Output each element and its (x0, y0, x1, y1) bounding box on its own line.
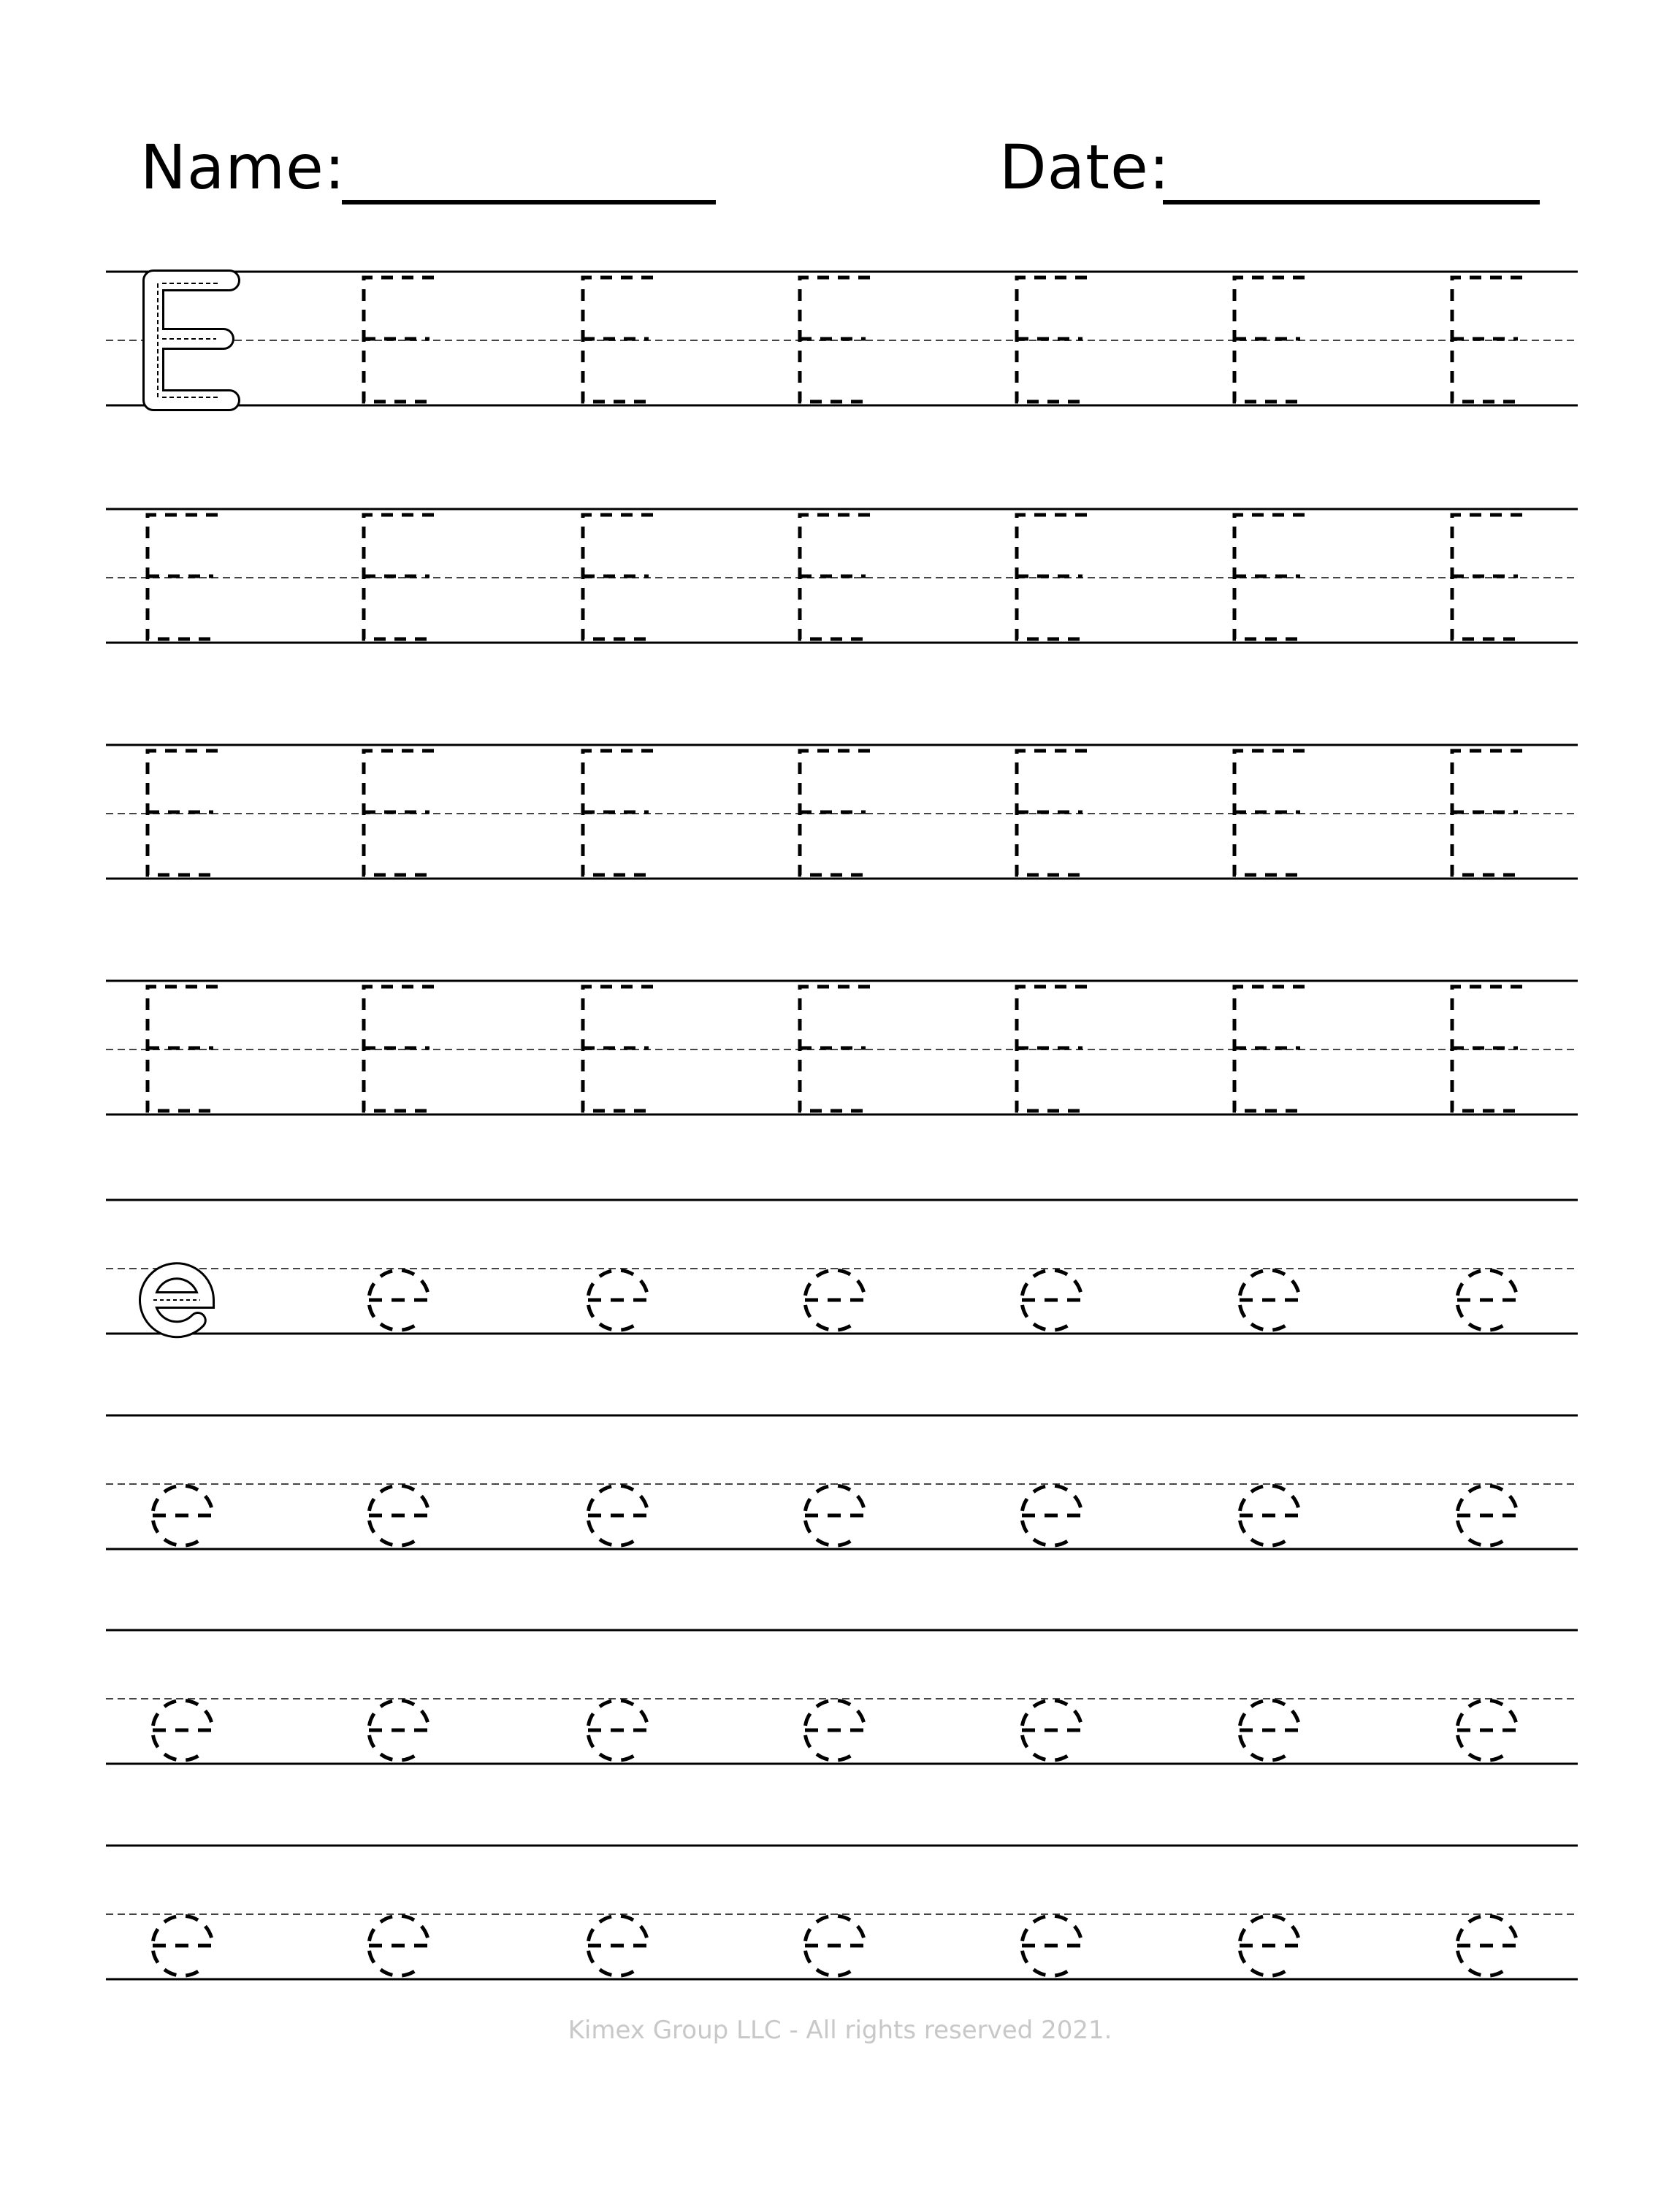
uppercase-e-fill (153, 280, 229, 400)
lowercase-e-stroke (1457, 1485, 1517, 1545)
lowercase-row-guides (106, 1846, 1578, 1979)
dashed-lowercase-e (588, 1270, 648, 1330)
copyright-footer: Kimex Group LLC - All rights reserved 2021. (568, 2016, 1112, 2045)
dashed-lowercase-e (153, 1700, 213, 1760)
uppercase-e-stroke (583, 278, 653, 402)
dashed-uppercase-e (583, 751, 653, 875)
dashed-lowercase-e (1457, 1485, 1517, 1545)
lowercase-e-stroke (153, 1700, 213, 1760)
lowercase-e-stroke (153, 1916, 213, 1976)
lowercase-e-stroke (153, 1485, 213, 1545)
lowercase-e-stroke (369, 1916, 429, 1976)
dashed-lowercase-e (805, 1485, 865, 1545)
uppercase-e-stroke (583, 751, 653, 875)
date-label: Date: (999, 131, 1171, 203)
lowercase-e-stroke (805, 1700, 865, 1760)
dashed-lowercase-e (1240, 1916, 1299, 1976)
dashed-lowercase-e (1240, 1700, 1299, 1760)
dashed-lowercase-e (1022, 1700, 1082, 1760)
lowercase-e-stroke (805, 1485, 865, 1545)
dashed-lowercase-e (369, 1700, 429, 1760)
lowercase-e-stroke (1022, 1700, 1082, 1760)
uppercase-e-stroke (583, 515, 653, 639)
lowercase-row-guides (106, 1415, 1578, 1549)
model-lowercase-e (148, 1271, 206, 1329)
dashed-lowercase-e (153, 1916, 213, 1976)
dashed-lowercase-e (1240, 1270, 1299, 1330)
dashed-lowercase-e (153, 1485, 213, 1545)
dashed-lowercase-e (588, 1485, 648, 1545)
lowercase-e-stroke (1457, 1700, 1517, 1760)
dashed-uppercase-e (583, 278, 653, 402)
lowercase-e-stroke (1240, 1700, 1299, 1760)
dashed-lowercase-e (805, 1270, 865, 1330)
lowercase-e-stroke (369, 1270, 429, 1330)
lowercase-e-stroke (588, 1485, 648, 1545)
lowercase-e-stroke (1240, 1485, 1299, 1545)
dashed-lowercase-e (805, 1700, 865, 1760)
lowercase-e-stroke (1240, 1916, 1299, 1976)
lowercase-e-stroke (1022, 1270, 1082, 1330)
lowercase-e-stroke (588, 1700, 648, 1760)
lowercase-e-stroke (588, 1916, 648, 1976)
lowercase-e-stroke (1457, 1270, 1517, 1330)
lowercase-e-stroke (805, 1916, 865, 1976)
dashed-lowercase-e (805, 1916, 865, 1976)
dashed-lowercase-e (369, 1270, 429, 1330)
lowercase-e-stroke (1022, 1916, 1082, 1976)
dashed-lowercase-e (1457, 1270, 1517, 1330)
lowercase-row-guides (106, 1630, 1578, 1764)
dashed-lowercase-e (588, 1916, 648, 1976)
lowercase-e-stroke (369, 1485, 429, 1545)
dashed-lowercase-e (1457, 1700, 1517, 1760)
dashed-lowercase-e (1457, 1916, 1517, 1976)
dashed-lowercase-e (369, 1485, 429, 1545)
lowercase-e-stroke (588, 1270, 648, 1330)
lowercase-row-guides (106, 1200, 1578, 1334)
dashed-uppercase-e (583, 515, 653, 639)
model-uppercase-e (153, 280, 229, 400)
dashed-lowercase-e (1022, 1916, 1082, 1976)
lowercase-e-stroke (805, 1270, 865, 1330)
dashed-lowercase-e (1022, 1270, 1082, 1330)
dashed-lowercase-e (588, 1700, 648, 1760)
dashed-lowercase-e (1240, 1485, 1299, 1545)
lowercase-e-stroke (1022, 1485, 1082, 1545)
uppercase-e-stroke (583, 987, 653, 1111)
dashed-uppercase-e (583, 987, 653, 1111)
lowercase-e-stroke (369, 1700, 429, 1760)
lowercase-e-stroke (1457, 1916, 1517, 1976)
dashed-lowercase-e (1022, 1485, 1082, 1545)
dashed-lowercase-e (369, 1916, 429, 1976)
name-label: Name: (140, 131, 346, 203)
lowercase-e-stroke (1240, 1270, 1299, 1330)
